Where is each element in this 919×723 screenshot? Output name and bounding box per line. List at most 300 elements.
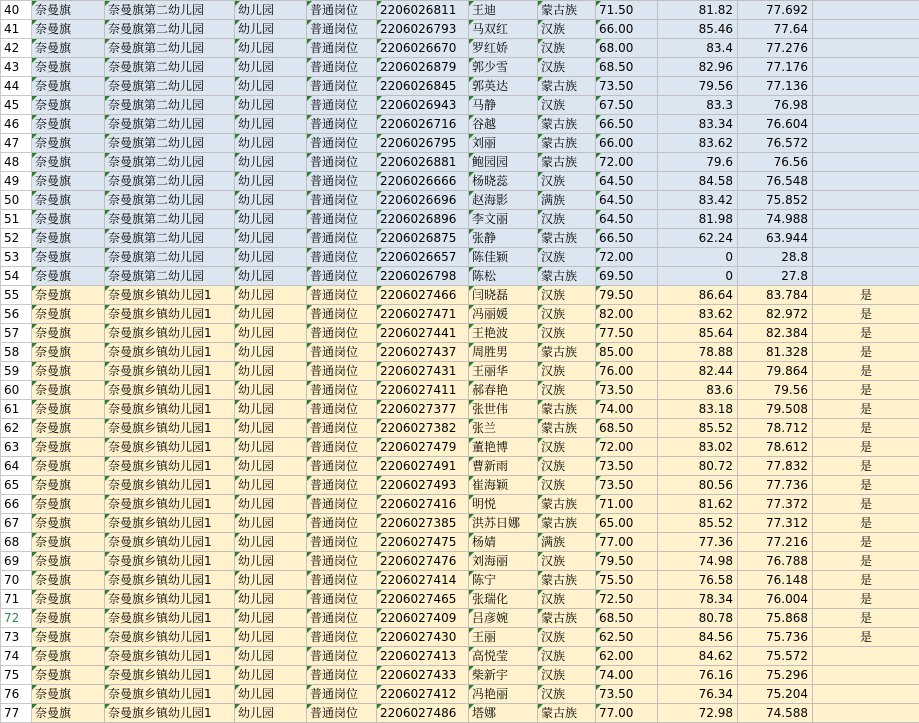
written-score-cell[interactable]: 68.50: [596, 58, 658, 77]
table-row[interactable]: [1, 134, 919, 153]
category-cell[interactable]: 幼儿园: [235, 685, 307, 704]
position-cell[interactable]: 普通岗位: [307, 39, 377, 58]
interview-score-cell[interactable]: 80.56: [658, 476, 738, 495]
row-header[interactable]: 73: [1, 628, 32, 647]
ethnicity-cell[interactable]: 蒙古族: [538, 134, 596, 153]
school-cell[interactable]: 奈曼旗第二幼儿园: [105, 58, 235, 77]
name-cell[interactable]: 刘丽: [469, 134, 538, 153]
exam-id-cell[interactable]: 2206027441: [377, 324, 469, 343]
written-score-cell[interactable]: 62.00: [596, 647, 658, 666]
qualified-flag-cell[interactable]: [813, 248, 919, 267]
exam-id-cell[interactable]: 2206027413: [377, 647, 469, 666]
qualified-flag-cell[interactable]: 是: [813, 590, 919, 609]
category-cell[interactable]: 幼儿园: [235, 590, 307, 609]
category-cell[interactable]: 幼儿园: [235, 210, 307, 229]
row-header[interactable]: 71: [1, 590, 32, 609]
school-cell[interactable]: 奈曼旗第二幼儿园: [105, 248, 235, 267]
total-score-cell[interactable]: 75.852: [738, 191, 813, 210]
total-score-cell[interactable]: 77.736: [738, 476, 813, 495]
total-score-cell[interactable]: 76.98: [738, 96, 813, 115]
name-cell[interactable]: 洪苏日娜: [469, 514, 538, 533]
position-cell[interactable]: 普通岗位: [307, 1, 377, 20]
interview-score-cell[interactable]: 83.42: [658, 191, 738, 210]
written-score-cell[interactable]: 68.50: [596, 419, 658, 438]
total-score-cell[interactable]: 77.692: [738, 1, 813, 20]
exam-id-cell[interactable]: 2206027430: [377, 628, 469, 647]
exam-id-cell[interactable]: 2206026875: [377, 229, 469, 248]
total-score-cell[interactable]: 82.972: [738, 305, 813, 324]
position-cell[interactable]: 普通岗位: [307, 58, 377, 77]
table-row[interactable]: [1, 305, 919, 324]
interview-score-cell[interactable]: 83.18: [658, 400, 738, 419]
position-cell[interactable]: 普通岗位: [307, 685, 377, 704]
interview-score-cell[interactable]: 79.56: [658, 77, 738, 96]
ethnicity-cell[interactable]: 汉族: [538, 248, 596, 267]
written-score-cell[interactable]: 66.00: [596, 134, 658, 153]
school-cell[interactable]: 奈曼旗乡镇幼儿园1: [105, 533, 235, 552]
exam-id-cell[interactable]: 2206026811: [377, 1, 469, 20]
school-cell[interactable]: 奈曼旗乡镇幼儿园1: [105, 286, 235, 305]
written-score-cell[interactable]: 77.50: [596, 324, 658, 343]
school-cell[interactable]: 奈曼旗乡镇幼儿园1: [105, 381, 235, 400]
category-cell[interactable]: 幼儿园: [235, 115, 307, 134]
qualified-flag-cell[interactable]: [813, 172, 919, 191]
ethnicity-cell[interactable]: 汉族: [538, 39, 596, 58]
county-cell[interactable]: 奈曼旗: [32, 1, 105, 20]
school-cell[interactable]: 奈曼旗第二幼儿园: [105, 229, 235, 248]
row-header[interactable]: 76: [1, 685, 32, 704]
written-score-cell[interactable]: 72.00: [596, 248, 658, 267]
row-header[interactable]: 75: [1, 666, 32, 685]
qualified-flag-cell[interactable]: 是: [813, 552, 919, 571]
qualified-flag-cell[interactable]: 是: [813, 419, 919, 438]
table-row[interactable]: [1, 172, 919, 191]
interview-score-cell[interactable]: 82.96: [658, 58, 738, 77]
exam-id-cell[interactable]: 2206027412: [377, 685, 469, 704]
name-cell[interactable]: 崔海颖: [469, 476, 538, 495]
county-cell[interactable]: 奈曼旗: [32, 20, 105, 39]
school-cell[interactable]: 奈曼旗乡镇幼儿园1: [105, 476, 235, 495]
interview-score-cell[interactable]: 80.78: [658, 609, 738, 628]
county-cell[interactable]: 奈曼旗: [32, 381, 105, 400]
school-cell[interactable]: 奈曼旗乡镇幼儿园1: [105, 343, 235, 362]
ethnicity-cell[interactable]: 汉族: [538, 476, 596, 495]
row-header[interactable]: 54: [1, 267, 32, 286]
name-cell[interactable]: 马双红: [469, 20, 538, 39]
interview-score-cell[interactable]: 83.3: [658, 96, 738, 115]
written-score-cell[interactable]: 73.50: [596, 476, 658, 495]
position-cell[interactable]: 普通岗位: [307, 552, 377, 571]
row-header[interactable]: 60: [1, 381, 32, 400]
interview-score-cell[interactable]: 76.16: [658, 666, 738, 685]
category-cell[interactable]: 幼儿园: [235, 666, 307, 685]
county-cell[interactable]: 奈曼旗: [32, 533, 105, 552]
qualified-flag-cell[interactable]: 是: [813, 343, 919, 362]
exam-id-cell[interactable]: 2206026716: [377, 115, 469, 134]
county-cell[interactable]: 奈曼旗: [32, 628, 105, 647]
category-cell[interactable]: 幼儿园: [235, 191, 307, 210]
qualified-flag-cell[interactable]: [813, 58, 919, 77]
interview-score-cell[interactable]: 83.62: [658, 305, 738, 324]
written-score-cell[interactable]: 62.50: [596, 628, 658, 647]
qualified-flag-cell[interactable]: [813, 685, 919, 704]
interview-score-cell[interactable]: 81.98: [658, 210, 738, 229]
interview-score-cell[interactable]: 77.36: [658, 533, 738, 552]
exam-id-cell[interactable]: 2206027433: [377, 666, 469, 685]
table-row[interactable]: [1, 514, 919, 533]
category-cell[interactable]: 幼儿园: [235, 153, 307, 172]
row-header[interactable]: 41: [1, 20, 32, 39]
ethnicity-cell[interactable]: 汉族: [538, 685, 596, 704]
exam-id-cell[interactable]: 2206026881: [377, 153, 469, 172]
exam-id-cell[interactable]: 2206027486: [377, 704, 469, 723]
written-score-cell[interactable]: 74.00: [596, 666, 658, 685]
written-score-cell[interactable]: 82.00: [596, 305, 658, 324]
total-score-cell[interactable]: 74.988: [738, 210, 813, 229]
total-score-cell[interactable]: 75.868: [738, 609, 813, 628]
qualified-flag-cell[interactable]: 是: [813, 571, 919, 590]
table-row[interactable]: [1, 419, 919, 438]
name-cell[interactable]: 罗红娇: [469, 39, 538, 58]
ethnicity-cell[interactable]: 汉族: [538, 172, 596, 191]
name-cell[interactable]: 周胜男: [469, 343, 538, 362]
written-score-cell[interactable]: 79.50: [596, 552, 658, 571]
interview-score-cell[interactable]: 83.4: [658, 39, 738, 58]
table-row[interactable]: [1, 343, 919, 362]
school-cell[interactable]: 奈曼旗第二幼儿园: [105, 20, 235, 39]
ethnicity-cell[interactable]: 蒙古族: [538, 153, 596, 172]
school-cell[interactable]: 奈曼旗第二幼儿园: [105, 115, 235, 134]
school-cell[interactable]: 奈曼旗乡镇幼儿园1: [105, 362, 235, 381]
table-row[interactable]: [1, 533, 919, 552]
name-cell[interactable]: 鲍园园: [469, 153, 538, 172]
name-cell[interactable]: 王丽华: [469, 362, 538, 381]
category-cell[interactable]: 幼儿园: [235, 305, 307, 324]
school-cell[interactable]: 奈曼旗乡镇幼儿园1: [105, 552, 235, 571]
table-row[interactable]: [1, 229, 919, 248]
exam-id-cell[interactable]: 2206026657: [377, 248, 469, 267]
row-header[interactable]: 53: [1, 248, 32, 267]
total-score-cell[interactable]: 77.136: [738, 77, 813, 96]
written-score-cell[interactable]: 85.00: [596, 343, 658, 362]
table-row[interactable]: [1, 381, 919, 400]
written-score-cell[interactable]: 68.50: [596, 609, 658, 628]
name-cell[interactable]: 闫晓磊: [469, 286, 538, 305]
written-score-cell[interactable]: 71.50: [596, 1, 658, 20]
name-cell[interactable]: 曹新雨: [469, 457, 538, 476]
ethnicity-cell[interactable]: 汉族: [538, 96, 596, 115]
row-header[interactable]: 66: [1, 495, 32, 514]
total-score-cell[interactable]: 76.788: [738, 552, 813, 571]
qualified-flag-cell[interactable]: [813, 77, 919, 96]
interview-score-cell[interactable]: 76.34: [658, 685, 738, 704]
total-score-cell[interactable]: 83.784: [738, 286, 813, 305]
name-cell[interactable]: 塔娜: [469, 704, 538, 723]
name-cell[interactable]: 陈佳颖: [469, 248, 538, 267]
position-cell[interactable]: 普通岗位: [307, 381, 377, 400]
table-row[interactable]: [1, 324, 919, 343]
ethnicity-cell[interactable]: 蒙古族: [538, 571, 596, 590]
category-cell[interactable]: 幼儿园: [235, 571, 307, 590]
written-score-cell[interactable]: 72.50: [596, 590, 658, 609]
school-cell[interactable]: 奈曼旗第二幼儿园: [105, 267, 235, 286]
row-header[interactable]: 43: [1, 58, 32, 77]
interview-score-cell[interactable]: 74.98: [658, 552, 738, 571]
category-cell[interactable]: 幼儿园: [235, 286, 307, 305]
row-header[interactable]: 51: [1, 210, 32, 229]
table-row[interactable]: [1, 96, 919, 115]
name-cell[interactable]: 郝春艳: [469, 381, 538, 400]
exam-id-cell[interactable]: 2206026879: [377, 58, 469, 77]
qualified-flag-cell[interactable]: 是: [813, 476, 919, 495]
row-header[interactable]: 49: [1, 172, 32, 191]
table-row[interactable]: [1, 210, 919, 229]
county-cell[interactable]: 奈曼旗: [32, 647, 105, 666]
ethnicity-cell[interactable]: 蒙古族: [538, 343, 596, 362]
table-row[interactable]: [1, 191, 919, 210]
position-cell[interactable]: 普通岗位: [307, 305, 377, 324]
interview-score-cell[interactable]: 83.6: [658, 381, 738, 400]
exam-id-cell[interactable]: 2206027409: [377, 609, 469, 628]
county-cell[interactable]: 奈曼旗: [32, 324, 105, 343]
name-cell[interactable]: 柴新宇: [469, 666, 538, 685]
table-row[interactable]: [1, 628, 919, 647]
category-cell[interactable]: 幼儿园: [235, 647, 307, 666]
name-cell[interactable]: 陈松: [469, 267, 538, 286]
total-score-cell[interactable]: 79.864: [738, 362, 813, 381]
qualified-flag-cell[interactable]: [813, 229, 919, 248]
exam-id-cell[interactable]: 2206027476: [377, 552, 469, 571]
interview-score-cell[interactable]: 0: [658, 267, 738, 286]
table-row[interactable]: [1, 571, 919, 590]
table-row[interactable]: [1, 438, 919, 457]
category-cell[interactable]: 幼儿园: [235, 628, 307, 647]
written-score-cell[interactable]: 74.00: [596, 400, 658, 419]
exam-id-cell[interactable]: 2206026795: [377, 134, 469, 153]
table-row[interactable]: [1, 286, 919, 305]
county-cell[interactable]: 奈曼旗: [32, 286, 105, 305]
county-cell[interactable]: 奈曼旗: [32, 590, 105, 609]
name-cell[interactable]: 董艳博: [469, 438, 538, 457]
ethnicity-cell[interactable]: 满族: [538, 533, 596, 552]
total-score-cell[interactable]: 74.588: [738, 704, 813, 723]
table-row[interactable]: [1, 609, 919, 628]
category-cell[interactable]: 幼儿园: [235, 20, 307, 39]
category-cell[interactable]: 幼儿园: [235, 400, 307, 419]
position-cell[interactable]: 普通岗位: [307, 210, 377, 229]
total-score-cell[interactable]: 77.276: [738, 39, 813, 58]
interview-score-cell[interactable]: 72.98: [658, 704, 738, 723]
exam-id-cell[interactable]: 2206026670: [377, 39, 469, 58]
row-header[interactable]: 68: [1, 533, 32, 552]
county-cell[interactable]: 奈曼旗: [32, 248, 105, 267]
table-row[interactable]: [1, 400, 919, 419]
ethnicity-cell[interactable]: 蒙古族: [538, 400, 596, 419]
school-cell[interactable]: 奈曼旗乡镇幼儿园1: [105, 685, 235, 704]
interview-score-cell[interactable]: 83.34: [658, 115, 738, 134]
interview-score-cell[interactable]: 85.64: [658, 324, 738, 343]
ethnicity-cell[interactable]: 蒙古族: [538, 419, 596, 438]
row-header[interactable]: 47: [1, 134, 32, 153]
name-cell[interactable]: 冯艳丽: [469, 685, 538, 704]
position-cell[interactable]: 普通岗位: [307, 514, 377, 533]
ethnicity-cell[interactable]: 汉族: [538, 210, 596, 229]
row-header[interactable]: 64: [1, 457, 32, 476]
total-score-cell[interactable]: 82.384: [738, 324, 813, 343]
interview-score-cell[interactable]: 84.58: [658, 172, 738, 191]
school-cell[interactable]: 奈曼旗乡镇幼儿园1: [105, 457, 235, 476]
table-row[interactable]: [1, 77, 919, 96]
written-score-cell[interactable]: 67.50: [596, 96, 658, 115]
name-cell[interactable]: 王艳波: [469, 324, 538, 343]
county-cell[interactable]: 奈曼旗: [32, 96, 105, 115]
exam-id-cell[interactable]: 2206027416: [377, 495, 469, 514]
position-cell[interactable]: 普通岗位: [307, 96, 377, 115]
name-cell[interactable]: 王迪: [469, 1, 538, 20]
ethnicity-cell[interactable]: 汉族: [538, 381, 596, 400]
row-header[interactable]: 42: [1, 39, 32, 58]
interview-score-cell[interactable]: 83.62: [658, 134, 738, 153]
written-score-cell[interactable]: 73.50: [596, 457, 658, 476]
total-score-cell[interactable]: 77.372: [738, 495, 813, 514]
ethnicity-cell[interactable]: 蒙古族: [538, 704, 596, 723]
interview-score-cell[interactable]: 84.62: [658, 647, 738, 666]
ethnicity-cell[interactable]: 满族: [538, 191, 596, 210]
school-cell[interactable]: 奈曼旗第二幼儿园: [105, 39, 235, 58]
row-header[interactable]: 50: [1, 191, 32, 210]
table-row[interactable]: [1, 58, 919, 77]
exam-id-cell[interactable]: 2206027466: [377, 286, 469, 305]
qualified-flag-cell[interactable]: 是: [813, 381, 919, 400]
position-cell[interactable]: 普通岗位: [307, 400, 377, 419]
qualified-flag-cell[interactable]: [813, 20, 919, 39]
position-cell[interactable]: 普通岗位: [307, 115, 377, 134]
exam-id-cell[interactable]: 2206027491: [377, 457, 469, 476]
interview-score-cell[interactable]: 85.52: [658, 514, 738, 533]
row-header[interactable]: 62: [1, 419, 32, 438]
exam-id-cell[interactable]: 2206027377: [377, 400, 469, 419]
interview-score-cell[interactable]: 0: [658, 248, 738, 267]
row-header[interactable]: 67: [1, 514, 32, 533]
row-header[interactable]: 70: [1, 571, 32, 590]
county-cell[interactable]: 奈曼旗: [32, 191, 105, 210]
row-header[interactable]: 56: [1, 305, 32, 324]
table-row[interactable]: [1, 685, 919, 704]
qualified-flag-cell[interactable]: 是: [813, 324, 919, 343]
county-cell[interactable]: 奈曼旗: [32, 362, 105, 381]
school-cell[interactable]: 奈曼旗乡镇幼儿园1: [105, 666, 235, 685]
table-row[interactable]: [1, 248, 919, 267]
written-score-cell[interactable]: 64.50: [596, 172, 658, 191]
ethnicity-cell[interactable]: 蒙古族: [538, 267, 596, 286]
row-header[interactable]: 72: [1, 609, 32, 628]
county-cell[interactable]: 奈曼旗: [32, 476, 105, 495]
interview-score-cell[interactable]: 85.46: [658, 20, 738, 39]
written-score-cell[interactable]: 65.00: [596, 514, 658, 533]
table-row[interactable]: [1, 267, 919, 286]
school-cell[interactable]: 奈曼旗乡镇幼儿园1: [105, 590, 235, 609]
county-cell[interactable]: 奈曼旗: [32, 343, 105, 362]
ethnicity-cell[interactable]: 汉族: [538, 324, 596, 343]
qualified-flag-cell[interactable]: 是: [813, 609, 919, 628]
exam-id-cell[interactable]: 2206027475: [377, 533, 469, 552]
position-cell[interactable]: 普通岗位: [307, 666, 377, 685]
total-score-cell[interactable]: 77.216: [738, 533, 813, 552]
written-score-cell[interactable]: 79.50: [596, 286, 658, 305]
qualified-flag-cell[interactable]: 是: [813, 457, 919, 476]
school-cell[interactable]: 奈曼旗第二幼儿园: [105, 172, 235, 191]
exam-id-cell[interactable]: 2206026666: [377, 172, 469, 191]
total-score-cell[interactable]: 78.712: [738, 419, 813, 438]
county-cell[interactable]: 奈曼旗: [32, 400, 105, 419]
county-cell[interactable]: 奈曼旗: [32, 609, 105, 628]
row-header[interactable]: 65: [1, 476, 32, 495]
ethnicity-cell[interactable]: 蒙古族: [538, 514, 596, 533]
school-cell[interactable]: 奈曼旗第二幼儿园: [105, 96, 235, 115]
school-cell[interactable]: 奈曼旗乡镇幼儿园1: [105, 419, 235, 438]
total-score-cell[interactable]: 76.548: [738, 172, 813, 191]
category-cell[interactable]: 幼儿园: [235, 1, 307, 20]
category-cell[interactable]: 幼儿园: [235, 229, 307, 248]
name-cell[interactable]: 张兰: [469, 419, 538, 438]
category-cell[interactable]: 幼儿园: [235, 704, 307, 723]
interview-score-cell[interactable]: 76.58: [658, 571, 738, 590]
category-cell[interactable]: 幼儿园: [235, 77, 307, 96]
position-cell[interactable]: 普通岗位: [307, 172, 377, 191]
ethnicity-cell[interactable]: 蒙古族: [538, 77, 596, 96]
name-cell[interactable]: 郭少雪: [469, 58, 538, 77]
category-cell[interactable]: 幼儿园: [235, 476, 307, 495]
position-cell[interactable]: 普通岗位: [307, 191, 377, 210]
county-cell[interactable]: 奈曼旗: [32, 666, 105, 685]
row-header[interactable]: 48: [1, 153, 32, 172]
category-cell[interactable]: 幼儿园: [235, 457, 307, 476]
name-cell[interactable]: 马静: [469, 96, 538, 115]
qualified-flag-cell[interactable]: 是: [813, 438, 919, 457]
county-cell[interactable]: 奈曼旗: [32, 267, 105, 286]
position-cell[interactable]: 普通岗位: [307, 457, 377, 476]
interview-score-cell[interactable]: 83.02: [658, 438, 738, 457]
ethnicity-cell[interactable]: 汉族: [538, 305, 596, 324]
row-header[interactable]: 63: [1, 438, 32, 457]
position-cell[interactable]: 普通岗位: [307, 286, 377, 305]
interview-score-cell[interactable]: 84.56: [658, 628, 738, 647]
name-cell[interactable]: 赵海影: [469, 191, 538, 210]
category-cell[interactable]: 幼儿园: [235, 134, 307, 153]
row-header[interactable]: 44: [1, 77, 32, 96]
exam-id-cell[interactable]: 2206027465: [377, 590, 469, 609]
category-cell[interactable]: 幼儿园: [235, 381, 307, 400]
qualified-flag-cell[interactable]: [813, 39, 919, 58]
written-score-cell[interactable]: 72.00: [596, 153, 658, 172]
table-row[interactable]: [1, 457, 919, 476]
ethnicity-cell[interactable]: 汉族: [538, 286, 596, 305]
school-cell[interactable]: 奈曼旗第二幼儿园: [105, 210, 235, 229]
name-cell[interactable]: 张静: [469, 229, 538, 248]
county-cell[interactable]: 奈曼旗: [32, 514, 105, 533]
county-cell[interactable]: 奈曼旗: [32, 685, 105, 704]
position-cell[interactable]: 普通岗位: [307, 609, 377, 628]
position-cell[interactable]: 普通岗位: [307, 229, 377, 248]
county-cell[interactable]: 奈曼旗: [32, 153, 105, 172]
qualified-flag-cell[interactable]: [813, 647, 919, 666]
category-cell[interactable]: 幼儿园: [235, 172, 307, 191]
written-score-cell[interactable]: 64.50: [596, 210, 658, 229]
row-header[interactable]: 59: [1, 362, 32, 381]
category-cell[interactable]: 幼儿园: [235, 248, 307, 267]
row-header[interactable]: 57: [1, 324, 32, 343]
total-score-cell[interactable]: 27.8: [738, 267, 813, 286]
